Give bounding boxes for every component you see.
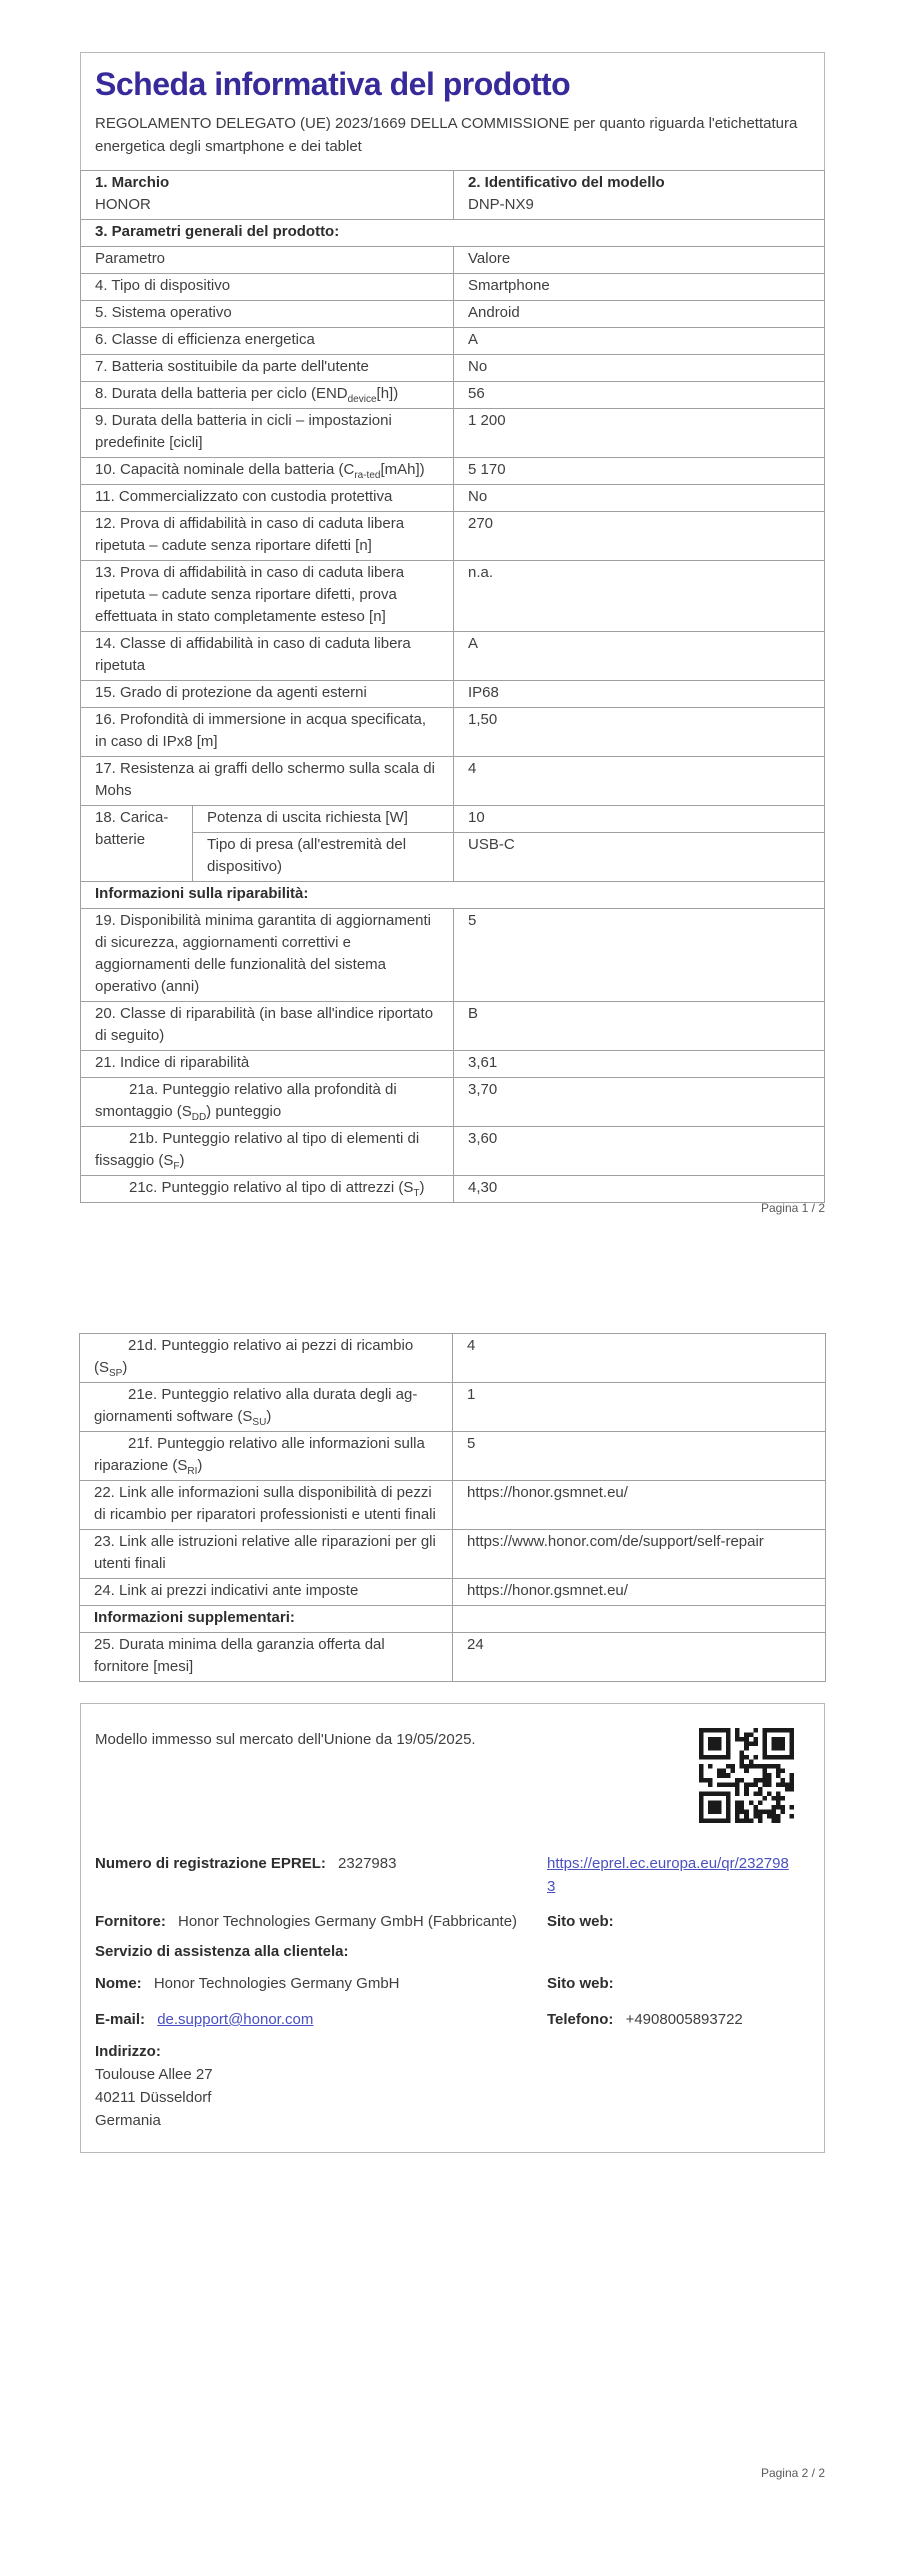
value-cell [453, 1606, 826, 1633]
charger-sub-row [81, 806, 825, 833]
table-row [81, 274, 825, 301]
value-cell: 4,30 [454, 1176, 825, 1203]
param-cell: 21f. Punteggio relativo alle informazioni sulla riparazione $(S_{RI})$ [80, 1432, 453, 1481]
section-header-cell: 3. Parametri generali del prodotto: [81, 220, 825, 247]
nome-value: Honor Technologies Germany GmbH [153, 1975, 400, 1992]
value-cell: Smartphone [454, 274, 825, 301]
table-row [81, 247, 825, 274]
value-cell: 56 [454, 382, 825, 409]
email-row [95, 2008, 810, 2031]
value-cell: 270 [454, 512, 825, 561]
table-row [81, 681, 825, 708]
charger-param-cell: Potenza di uscita richiesta [W] [193, 806, 454, 833]
param-cell: 15. Grado di protezione da agenti esterni [81, 681, 454, 708]
table-row [81, 458, 825, 485]
charger-param-cell: Tipo di presa (all'estremità del dispositivo) [193, 833, 454, 882]
eprel-number: 2327983 [338, 1855, 397, 1872]
value-cell: 10 [454, 806, 825, 833]
param-cell: 21. Indice di riparabilità [81, 1051, 454, 1078]
param-cell: 21a. Punteggio relativo alla profondità di smontaggio $(S_{DD})$ punteggio [81, 1078, 454, 1127]
support-email-link[interactable]: de.support@honor.com [157, 2011, 314, 2028]
value-cell: 24 [453, 1633, 826, 1682]
model-cell [454, 171, 825, 220]
value-cell: 5 [454, 909, 825, 1002]
fornitore-row [95, 1910, 810, 1933]
product-table-page2 [79, 1333, 826, 1682]
value-cell: No [454, 485, 825, 512]
market-line: Modello immesso sul mercato dell'Unione da 19/05/2025. [95, 1731, 476, 1748]
indirizzo-row [95, 2040, 810, 2132]
qr-container [547, 1728, 810, 1830]
nome-row [95, 1972, 810, 1995]
table-row [81, 1002, 825, 1051]
section-row [81, 882, 825, 909]
param-cell: 21b. Punteggio relativo al tipo di elementi di fissaggio $(S_F)$ [81, 1127, 454, 1176]
fornitore-value: Honor Technologies Germany GmbH (Fabbricante) [178, 1913, 518, 1930]
fornitore-label: Fornitore: [95, 1913, 166, 1930]
telefono-value: +4908005893722 [625, 2011, 743, 2028]
value-cell: No [454, 355, 825, 382]
value-cell: IP68 [454, 681, 825, 708]
table-row [81, 1051, 825, 1078]
param-cell: Parametro [81, 247, 454, 274]
param-cell: 21c. Punteggio relativo al tipo di attrezzi $(S_T)$ [81, 1176, 454, 1203]
param-cell: 10. Capacità nominale della batteria $(C_{ra-ted}[mAh])$ [81, 458, 454, 485]
value-cell: https://www.honor.com/de/support/self-repair [453, 1530, 826, 1579]
param-cell: 4. Tipo di dispositivo [81, 274, 454, 301]
value-cell: 4 [453, 1334, 826, 1383]
brand-model-row [81, 171, 825, 220]
section-row [81, 220, 825, 247]
table-row [80, 1432, 826, 1481]
table-row [81, 328, 825, 355]
param-cell: 13. Prova di affidabilità in caso di caduta libera ripetuta – cadute senza riportare difetti, prova effettuata in stato completamente esteso [n] [81, 561, 454, 632]
supplier-box [80, 1703, 825, 2153]
servizio-label: Servizio di assistenza alla clientela: [95, 1943, 349, 1960]
table-row [80, 1579, 826, 1606]
email-label: E-mail: [95, 2011, 146, 2028]
value-cell: 1,50 [454, 708, 825, 757]
brand-cell [81, 171, 454, 220]
table-row [80, 1606, 826, 1633]
value-cell: Valore [454, 247, 825, 274]
param-cell: 19. Disponibilità minima garantita di aggiornamenti di sicurezza, aggiornamenti correttivi e aggiornamenti delle funzionalità del sistema operativo (anni) [81, 909, 454, 1002]
table-row [81, 301, 825, 328]
table-row [81, 1078, 825, 1127]
value-cell: 4 [454, 757, 825, 806]
param-cell: 22. Link alle informazioni sulla disponibilità di pezzi di ricambio per riparatori professionisti e utenti finali [80, 1481, 453, 1530]
param-cell: 12. Prova di affidabilità in caso di caduta libera ripetuta – cadute senza riportare difetti [n] [81, 512, 454, 561]
param-cell: 25. Durata minima della garanzia offerta dal fornitore [mesi] [80, 1633, 453, 1682]
param-cell: 24. Link ai prezzi indicativi ante imposte [80, 1579, 453, 1606]
brand-value: HONOR [95, 196, 151, 213]
product-table-page1 [80, 170, 825, 1203]
market-row [95, 1728, 810, 1852]
param-cell: 16. Profondità di immersione in acqua specificata, in caso di IPx8 [m] [81, 708, 454, 757]
sito-web-label-2: Sito web: [547, 1975, 614, 1992]
param-cell: 9. Durata della batteria in cicli – impostazioni predefinite [cicli] [81, 409, 454, 458]
page2-footer: Pagina 2 / 2 [760, 2466, 825, 2480]
table-row [81, 561, 825, 632]
table-row [81, 355, 825, 382]
param-cell: 20. Classe di riparabilità (in base all'indice riportato di seguito) [81, 1002, 454, 1051]
value-cell: 3,70 [454, 1078, 825, 1127]
value-cell: https://honor.gsmnet.eu/ [453, 1481, 826, 1530]
param-cell: 6. Classe di efficienza energetica [81, 328, 454, 355]
value-cell: 5 170 [454, 458, 825, 485]
param-cell: 8. Durata della batteria per ciclo $(END_{device}[h])$ [81, 382, 454, 409]
document-sheet [80, 0, 825, 2560]
model-label: 2. Identificativo del modello [468, 174, 665, 191]
table-row [80, 1334, 826, 1383]
table-row [81, 757, 825, 806]
param-cell: 5. Sistema operativo [81, 301, 454, 328]
address-line-1: Toulouse Allee 27 [95, 2066, 213, 2083]
table-row [81, 708, 825, 757]
value-cell: 1 [453, 1383, 826, 1432]
telefono-label: Telefono: [547, 2011, 614, 2028]
model-value: DNP-NX9 [468, 196, 534, 213]
param-cell: 17. Resistenza ai graffi dello schermo sulla scala di Mohs [81, 757, 454, 806]
value-cell: B [454, 1002, 825, 1051]
value-cell: 3,61 [454, 1051, 825, 1078]
table-row [81, 1127, 825, 1176]
nome-label: Nome: [95, 1975, 142, 1992]
param-cell: 11. Commercializzato con custodia protettiva [81, 485, 454, 512]
table-row [80, 1530, 826, 1579]
param-cell: 21e. Punteggio relativo alla durata degli aggiornamenti software $(S_{SU})$ [80, 1383, 453, 1432]
param-cell: Informazioni supplementari: [80, 1606, 453, 1633]
table-row [81, 409, 825, 458]
table-row [81, 382, 825, 409]
brand-label: 1. Marchio [95, 174, 170, 191]
value-cell: USB-C [454, 833, 825, 882]
table-row [80, 1383, 826, 1432]
table-row [80, 1481, 826, 1530]
indirizzo-label: Indirizzo: [95, 2043, 161, 2060]
param-cell: 23. Link alle istruzioni relative alle riparazioni per gli utenti finali [80, 1530, 453, 1579]
page1-footer: Pagina 1 / 2 [760, 1201, 825, 1215]
value-cell: A [454, 328, 825, 355]
section-header-cell: Informazioni sulla riparabilità: [81, 882, 825, 909]
param-cell: 21d. Punteggio relativo ai pezzi di ricambio $(S_{SP})$ [80, 1334, 453, 1383]
param-cell: 7. Batteria sostituibile da parte dell'utente [81, 355, 454, 382]
charger-sub-row [81, 833, 825, 882]
page-title: Scheda informativa del prodotto [95, 66, 571, 102]
table-row [81, 632, 825, 681]
address-line-2: 40211 Düsseldorf [95, 2089, 212, 2106]
table-row [81, 1176, 825, 1203]
charger-label-cell: 18. Carica-batterie [81, 806, 193, 882]
table-row [80, 1633, 826, 1682]
value-cell: Android [454, 301, 825, 328]
value-cell: A [454, 632, 825, 681]
value-cell: 1 200 [454, 409, 825, 458]
regulation-subtitle: REGOLAMENTO DELEGATO (UE) 2023/1669 DELLA COMMISSIONE per quanto riguarda l'etichettatura energetica degli smartphone e dei tablet [95, 115, 798, 155]
page1-box [80, 52, 825, 1203]
eprel-label: Numero di registrazione EPREL: [95, 1855, 326, 1872]
value-cell: https://honor.gsmnet.eu/ [453, 1579, 826, 1606]
qr-code-icon [699, 1728, 794, 1830]
table-row [81, 909, 825, 1002]
table-row [81, 512, 825, 561]
servizio-row [95, 1940, 810, 1963]
value-cell: n.a. [454, 561, 825, 632]
address-line-3: Germania [95, 2112, 161, 2129]
eprel-qr-link[interactable]: https://eprel.ec.europa.eu/qr/2327983 [547, 1855, 789, 1895]
value-cell: 5 [453, 1432, 826, 1481]
param-cell: 14. Classe di affidabilità in caso di caduta libera ripetuta [81, 632, 454, 681]
value-cell: 3,60 [454, 1127, 825, 1176]
eprel-row [95, 1852, 810, 1898]
sito-web-label-1: Sito web: [547, 1913, 614, 1930]
table-row [81, 485, 825, 512]
